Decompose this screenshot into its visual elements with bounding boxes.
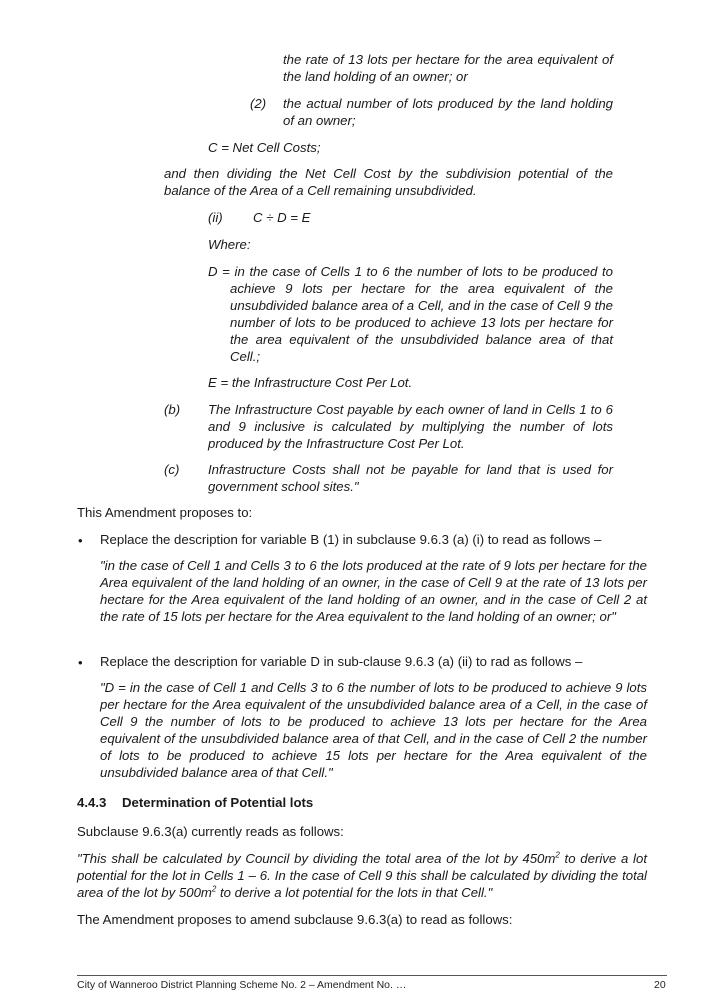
amend-proposes-text: The Amendment proposes to amend subclause 9.6.3(a) to read as follows: <box>77 912 513 927</box>
bullet-1-quote: "in the case of Cell 1 and Cells 3 to 6 the lots produced at the rate of 9 lots per hectare for the Area equivalent of the land holding of an owner, in the case of Cell 9 at the rate of 13 lots per hectare for the Area equivalent of the land holding of an owner, and in the case of Cell 2 at the rate of 15 lots per hectare for the Area equivalent to the land holding of an owner; or" <box>100 558 647 624</box>
amendment-proposes-text: This Amendment proposes to: <box>77 505 253 520</box>
bullet-2-marker <box>78 654 83 671</box>
d-definition: D = in the case of Cells 1 to 6 the number of lots to be produced to achieve 9 lots per hectare for the area equivalent of the unsubdivided balance area of a Cell, and in the case of Cell 9 the number of lots to be produced to achieve 13 lots per hectare for the area equivalent of the unsubdivided balance area of that Cell.; <box>208 264 613 364</box>
subclause-b-text: The Infrastructure Cost payable by each owner of land in Cells 1 to 6 and 9 inclusive is calculated by multiplying the number of lots produced by the Infrastructure Cost Per Lot. <box>208 402 613 451</box>
item-ii-formula: C ÷ D = E <box>253 210 311 225</box>
subclause-c-number: (c) <box>164 462 180 477</box>
bullet-2-text: Replace the description for variable D in sub-clause 9.6.3 (a) (ii) to rad as follows – <box>100 654 583 669</box>
where-label: Where: <box>208 237 251 252</box>
item-2-number: (2) <box>250 96 267 111</box>
c-definition: C = Net Cell Costs; <box>208 140 321 155</box>
subclause-c-text: Infrastructure Costs shall not be payable for land that is used for government school sites." <box>208 462 613 494</box>
page-number: 20 <box>654 979 666 991</box>
e-definition: E = the Infrastructure Cost Per Lot. <box>208 375 413 390</box>
current-clause-quote: "This shall be calculated by Council by dividing the total area of the lot by $450m^2$ to derive a lot potential for the lot in Cells 1 – 6. In the case of Cell 9 this shall be calculated by dividing the total area of the lot by $500m^2$ to derive a lot potential for the lots in that Cell." <box>77 850 647 900</box>
item-ii-number: (ii) <box>208 210 223 225</box>
footer-title: City of Wanneroo District Planning Scheme No. 2 – Amendment No. … <box>77 979 407 991</box>
footer-divider <box>77 975 667 976</box>
section-title: Determination of Potential lots <box>122 795 314 810</box>
item-2-text: the actual number of lots produced by the land holding of an owner; <box>283 96 613 128</box>
bullet-1-text: Replace the description for variable B (1) in subclause 9.6.3 (a) (i) to read as follows – <box>100 532 602 547</box>
net-cell-divide-text: and then dividing the Net Cell Cost by the subdivision potential of the balance of the Area of a Cell remaining unsubdivided. <box>164 166 613 198</box>
section-number: 4.4.3 <box>77 795 107 810</box>
bullet-1-marker <box>78 532 83 549</box>
currently-reads-text: Subclause 9.6.3(a) currently reads as follows: <box>77 824 344 839</box>
subclause-b-number: (b) <box>164 402 181 417</box>
bullet-2-quote: "D = in the case of Cell 1 and Cells 3 to 6 the number of lots to be produced to achieve 9 lots per hectare for the Area equivalent of the unsubdivided balance area of a Cell, in the case of Cell 9 the number of lots to be produced to achieve 13 lots per hectare for the Area equivalent of the unsubdivided balance area of that Cell, and in the case of Cell 2 the number of lots to be produced to achieve 15 lots per hectare for the Area equivalent of the unsubdivided balance area of that Cell." <box>100 680 647 780</box>
continued-clause-text: the rate of 13 lots per hectare for the area equivalent of the land holding of an owner; or <box>283 52 613 84</box>
